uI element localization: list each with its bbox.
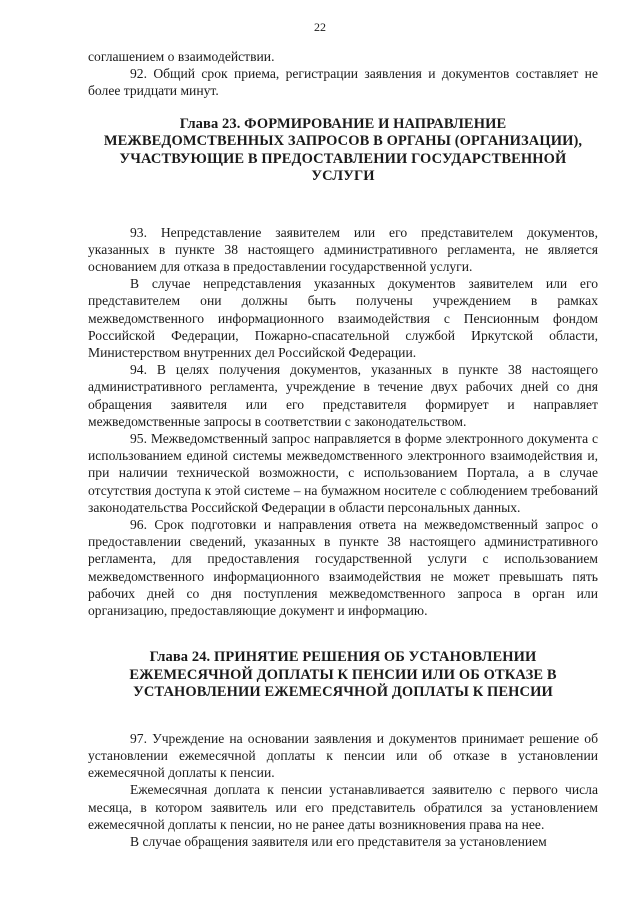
chapter-23-heading: Глава 23. ФОРМИРОВАНИЕ И НАПРАВЛЕНИЕ МЕЖВЕДОМСТВЕННЫХ ЗАПРОСОВ В ОРГАНЫ (ОРГАНИЗАЦИИ), УЧАСТВУЮЩИЕ В ПРЕДОСТАВЛЕНИИ ГОСУДАРСТВЕННОЙ УСЛУГИ	[103, 115, 583, 185]
paragraph-92: 92. Общий срок приема, регистрации заявления и документов составляет не более тридцати минут.	[88, 66, 598, 99]
page-number: 22	[314, 20, 326, 34]
paragraph-95: 95. Межведомственный запрос направляется в форме электронного документа с использованием единой системы межведомственного электронного взаимодействия и, при наличии технической возможности, с использованием Портала, а в случае отсутствия доступа к этой системе – на бумажном носителе с соблюдением требований законодательства Российской Федерации в области персональных данных.	[88, 431, 598, 515]
paragraph-93-continued: В случае непредставления указанных документов заявителем или его представителем они должны быть получены учреждением в рамках межведомственного информационного взаимодействия с Пенсионным фондом Российской Федерации, Пожарно-спасательной службой Иркутской области, Министерством внутренних дел Российской Федерации.	[88, 276, 598, 361]
paragraph-continued: соглашением о взаимодействии.	[88, 49, 275, 64]
document-body	[88, 48, 598, 850]
paragraph-94: 94. В целях получения документов, указанных в пункте 38 настоящего административного регламента, учреждение в течение двух рабочих дней со дня обращения заявителя или его представителя формирует и направляет межведомственные запросы в соответствии с законодательством.	[88, 362, 598, 429]
chapter-24-heading: Глава 24. ПРИНЯТИЕ РЕШЕНИЯ ОБ УСТАНОВЛЕНИИ ЕЖЕМЕСЯЧНОЙ ДОПЛАТЫ К ПЕНСИИ ИЛИ ОБ ОТКАЗЕ В УСТАНОВЛЕНИИ ЕЖЕМЕСЯЧНОЙ ДОПЛАТЫ К ПЕНСИИ	[129, 649, 557, 701]
paragraph-93: 93. Непредставление заявителем или его представителем документов, указанных в пункте 38 настоящего административного регламента, не является основанием для отказа в предоставлении государственной услуги.	[88, 224, 598, 275]
paragraph-97-last: В случае обращения заявителя или его представителя за установлением	[130, 834, 547, 849]
paragraph-96: 96. Срок подготовки и направления ответа на межведомственный запрос о предоставлении сведений, указанных в пункте 38 настоящего административного регламента, для предоставления государственной услуги с использованием межведомственного информационного взаимодействия не может превышать пять рабочих дней со дня поступления межведомственного запроса в орган или организацию, предоставляющие документ и информацию.	[88, 517, 598, 619]
paragraph-97-continued: Ежемесячная доплата к пенсии устанавливается заявителю с первого числа месяца, в котором заявитель или его представитель обратился за установлением ежемесячной доплаты к пенсии, но не ранее даты возникновения права на нее.	[88, 782, 598, 832]
paragraph-97: 97. Учреждение на основании заявления и документов принимает решение об установлении ежемесячной доплаты к пенсии или об отказе в установлении ежемесячной доплаты к пенсии.	[88, 730, 598, 781]
